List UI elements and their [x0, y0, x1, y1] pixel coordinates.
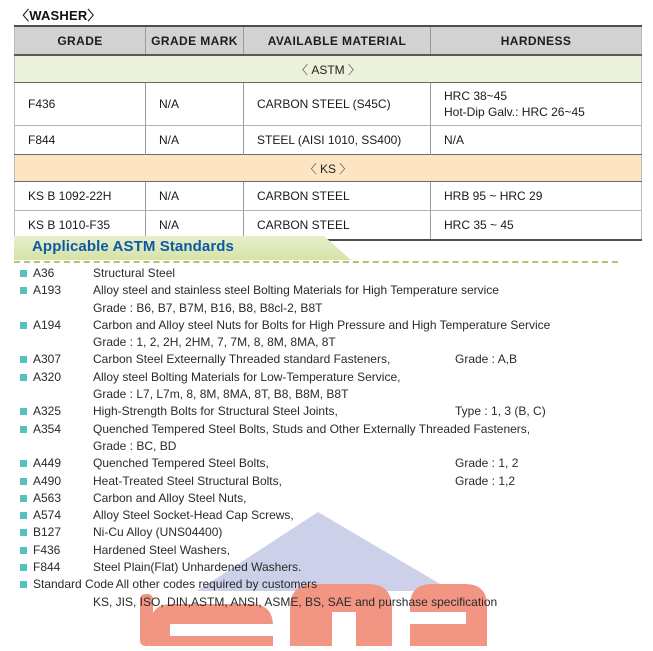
square-bullet-icon [20, 529, 27, 536]
standard-description: Ni-Cu Alloy (UNS04400) [93, 525, 223, 540]
standards-list [14, 266, 650, 612]
cell-grade-mark: N/A [146, 211, 244, 241]
standard-description: Alloy Steel Socket-Head Cap Screws, [93, 508, 294, 523]
standard-description: Steel Plain(Flat) Unhardened Washers. [93, 560, 302, 575]
table-header-row [15, 26, 642, 55]
table-row [15, 211, 642, 241]
standard-description: Quenched Tempered Steel Bolts, [93, 456, 269, 471]
cell-hardness: HRC 35 ~ 45 [431, 211, 642, 241]
square-bullet-icon [20, 478, 27, 485]
standard-code: A36 [33, 266, 55, 280]
cell-available-material: CARBON STEEL [244, 211, 431, 241]
cell-grade-mark: N/A [146, 126, 244, 155]
square-bullet-icon [20, 460, 27, 467]
standard-grade-note: Type : 1, 3 (B, C) [455, 404, 546, 419]
standard-description: Grade : 1, 2, 2H, 2HM, 7, 7M, 8, 8M, 8MA, 8T [93, 335, 336, 350]
cell-grade: F436 [15, 83, 146, 126]
standards-heading: Applicable ASTM Standards [32, 238, 234, 255]
section-row-ks [15, 155, 642, 182]
square-bullet-icon [20, 356, 27, 363]
standard-code: F844 [33, 560, 61, 575]
standard-code: A449 [33, 456, 62, 471]
standard-description: Alloy steel and stainless steel Bolting Materials for High Temperature service [93, 283, 499, 298]
square-bullet-icon [20, 564, 27, 571]
cell-available-material: CARBON STEEL (S45C) [244, 83, 431, 126]
cell-hardness [431, 83, 642, 126]
standard-description: KS, JIS, ISO, DIN,ASTM, ANSI, ASME, BS, SAE and purshase specification [93, 594, 498, 609]
list-item [14, 318, 650, 335]
table-row [15, 182, 642, 211]
standard-code: A563 [33, 490, 62, 505]
washer-spec-table [14, 25, 642, 241]
list-item [14, 422, 650, 439]
standard-description: Heat-Treated Steel Structural Bolts, [93, 473, 282, 488]
cell-grade: F844 [28, 133, 56, 147]
standard-code: A307 [33, 352, 62, 367]
standard-code: A320 [33, 369, 62, 384]
cell-grade-mark: N/A [146, 83, 244, 126]
list-item [14, 577, 650, 594]
standard-grade-note: Grade : 1,2 [455, 473, 516, 488]
standard-description: Quenched Tempered Steel Bolts, Studs and Other Externally Threaded Fasteners, [93, 421, 531, 436]
standard-description: Grade : L7, L7m, 8, 8M, 8MA, 8T, B8, B8M, B8T [93, 387, 349, 402]
standard-code: Standard Code [33, 577, 114, 592]
standard-grade-note: Grade : 1, 2 [455, 456, 519, 471]
square-bullet-icon [20, 408, 27, 415]
column-header-grade: GRADE [15, 26, 146, 55]
standard-code: B127 [33, 525, 62, 540]
list-item [14, 491, 650, 508]
cell-grade-mark: N/A [146, 182, 244, 211]
standard-description: Carbon and Alloy steel Nuts for Bolts for High Pressure and High Temperature Service [93, 317, 551, 332]
square-bullet-icon [20, 512, 27, 519]
list-item [14, 370, 650, 387]
column-header-available-material: AVAILABLE MATERIAL [244, 26, 431, 55]
list-item [14, 301, 650, 318]
list-item [14, 335, 650, 352]
cell-grade: KS B 1092-22H [15, 182, 146, 211]
standard-description: Grade : BC, BD [93, 438, 177, 453]
standard-description: Hardened Steel Washers, [93, 542, 230, 557]
hardness-line: Hot-Dip Galv.: HRC 26~45 [444, 105, 585, 119]
cell-hardness: HRB 95 ~ HRC 29 [431, 182, 642, 211]
list-item [14, 508, 650, 525]
table-row [15, 126, 642, 155]
list-item [14, 560, 650, 577]
standard-description: Carbon Steel Exteernally Threaded standard Fasteners, [93, 352, 391, 367]
list-item [14, 543, 650, 560]
square-bullet-icon [20, 287, 27, 294]
list-item [14, 439, 650, 456]
section-row-astm [15, 55, 642, 83]
list-item [14, 404, 650, 421]
cell-available-material: CARBON STEEL [244, 182, 431, 211]
list-item [14, 283, 650, 300]
dashed-divider [14, 261, 618, 263]
section-label: 〈 KS 〉 [15, 155, 642, 182]
list-item [14, 456, 650, 473]
standard-description: Alloy steel Bolting Materials for Low-Temperature Service, [93, 369, 401, 384]
list-item [14, 525, 650, 542]
square-bullet-icon [20, 374, 27, 381]
cell-grade: KS B 1010-F35 [28, 218, 111, 232]
square-bullet-icon [20, 581, 27, 588]
square-bullet-icon [20, 322, 27, 329]
standard-code: F436 [33, 542, 61, 557]
hardness-line: HRC 38~45 [444, 89, 508, 103]
standard-description: Structural Steel [93, 266, 176, 280]
standard-code: A325 [33, 404, 62, 419]
cell-hardness: N/A [431, 126, 642, 155]
standard-code: A193 [33, 283, 62, 298]
list-item [14, 595, 650, 612]
list-item [14, 266, 650, 283]
page-title: 〈WASHER〉 [16, 8, 101, 23]
square-bullet-icon [20, 270, 27, 277]
list-item [14, 474, 650, 491]
square-bullet-icon [20, 547, 27, 554]
cell-available-material: STEEL (AISI 1010, SS400) [244, 126, 431, 155]
standard-description: Grade : B6, B7, B7M, B16, B8, B8cl-2, B8T [93, 300, 323, 315]
section-label: 〈 ASTM 〉 [15, 55, 642, 83]
column-header-grade-mark: GRADE MARK [146, 26, 244, 55]
standard-code: A574 [33, 508, 62, 523]
list-item [14, 387, 650, 404]
standard-code: A194 [33, 317, 62, 332]
standard-code: A354 [33, 421, 62, 436]
list-item [14, 352, 650, 369]
square-bullet-icon [20, 495, 27, 502]
standard-description: Carbon and Alloy Steel Nuts, [93, 490, 247, 505]
column-header-hardness: HARDNESS [431, 26, 642, 55]
standard-description: High-Strength Bolts for Structural Steel Joints, [93, 404, 338, 419]
square-bullet-icon [20, 426, 27, 433]
standard-description: All other codes required by customers [115, 577, 318, 592]
standard-code: A490 [33, 473, 62, 488]
standard-grade-note: Grade : A,B [455, 352, 518, 367]
table-row [15, 83, 642, 126]
